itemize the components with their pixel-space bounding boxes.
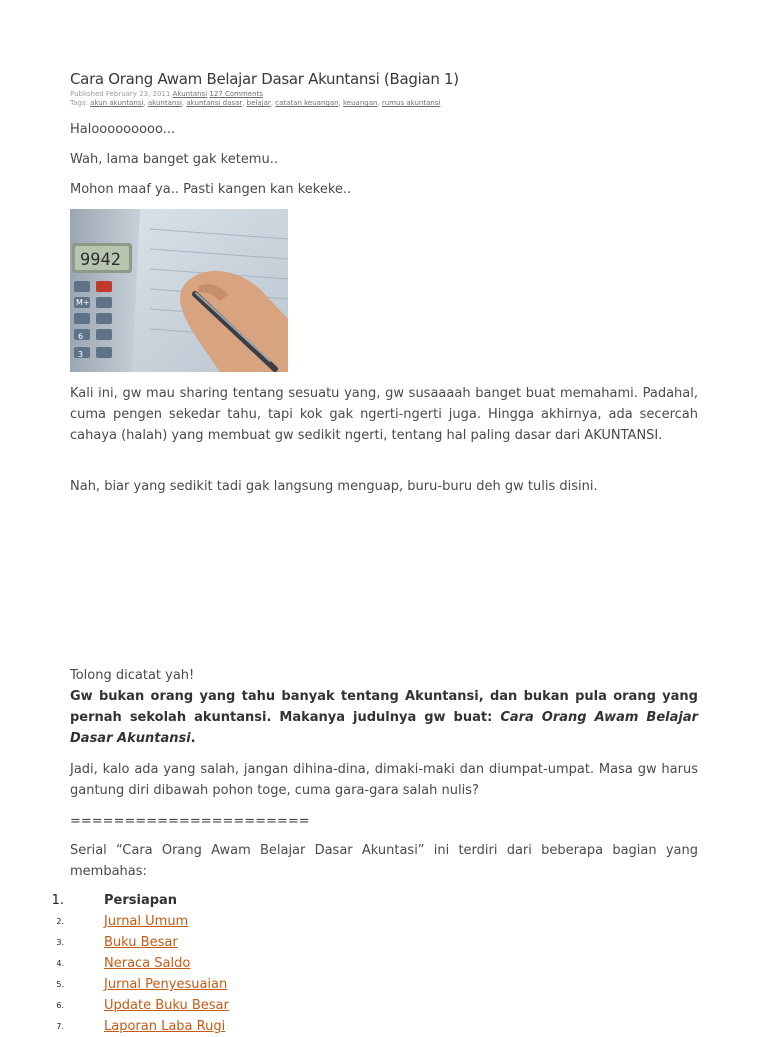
calculator-display: 9942 [80,250,121,270]
list-item [51,890,768,911]
list-item[interactable] [56,911,768,932]
series-link[interactable]: Buku Besar [104,935,178,950]
list-number: 5. [56,980,64,989]
paragraph: Mohon maaf ya.. Pasti kangen kan kekeke.. [70,182,352,197]
series-link[interactable]: Laporan Laba Rugi [104,1019,226,1034]
key-label: M+ [76,298,90,307]
separator: ====================== [70,814,310,829]
paragraph: Nah, biar yang sedikit tadi gak langsung menguap, buru-buru deh gw tulis disini. [70,479,598,494]
list-number: 6. [56,1001,64,1010]
tag-link[interactable]: akuntansi dasar [186,99,243,107]
list-item[interactable] [56,953,768,974]
post-meta: Published February 23, 2011 Akuntansi 127 Comments Tags: akun akuntansi, akuntansi, akuntansi dasar, belajar, catatan keuangan, keuangan, rumus akuntansi [70,90,441,107]
list-label: Persiapan [104,893,178,908]
disclaimer-text: Gw bukan orang yang tahu banyak tentang Akuntansi, dan bukan pula orang yang pernah sekolah akuntansi. Makanya judulnya gw buat: [70,689,698,725]
tag-link[interactable]: rumus akuntansi [381,99,441,107]
tags-label: Tags: [70,99,88,107]
tag-link[interactable]: catatan keuangan [275,99,339,107]
calculator-photo [70,209,288,372]
paragraph: Tolong dicatat yah! [70,668,195,683]
list-number: 2. [56,917,64,926]
disclaimer-title: Cara Orang Awam Belajar Dasar Akuntansi [70,710,699,746]
comments-link[interactable]: 127 Comments [209,90,263,98]
list-item[interactable] [56,932,768,953]
list-number: 1. [51,893,64,908]
series-link[interactable]: Neraca Saldo [104,956,191,971]
paragraph: Kali ini, gw mau sharing tentang sesuatu yang, gw susaaaah banget buat memahami. Padahal, cuma pengen sekedar tahu, tapi kok gak ngerti-ngerti juga. Hingga akhirnya, ada secercah cahaya (halah) yang membuat gw sedikit ngerti, tentang hal paling dasar dari AKUNTANSI. [70,386,698,443]
disclaimer-end: . [190,731,196,746]
tag-link[interactable]: akun akuntansi [90,99,144,107]
disclaimer-paragraph [70,686,698,749]
list-number: 3. [56,938,64,947]
list-number: 4. [56,959,64,968]
tag-link[interactable]: akuntansi [147,99,182,107]
series-link[interactable]: Update Buku Besar [104,998,229,1013]
list-item[interactable] [56,995,768,1016]
post-title[interactable]: Cara Orang Awam Belajar Dasar Akuntansi (Bagian 1) [70,70,459,88]
tag-link[interactable]: belajar [246,99,271,107]
key-label: 3 [78,350,84,359]
paragraph: Halooooooooo... [70,122,176,137]
series-list [51,890,768,1037]
key-label: 6 [78,332,84,341]
list-item[interactable] [56,1016,768,1037]
tag-link[interactable]: keuangan [343,99,378,107]
category-link[interactable]: Akuntansi [172,90,208,98]
paragraph: Jadi, kalo ada yang salah, jangan dihina-dina, dimaki-maki dan diumpat-umpat. Masa gw harus gantung diri dibawah pohon toge, cuma gara-gara salah nulis? [70,762,698,798]
paragraph: Serial “Cara Orang Awam Belajar Dasar Akuntasi” ini terdiri dari beberapa bagian yang membahas: [70,843,698,879]
list-item[interactable] [56,974,768,995]
series-link[interactable]: Jurnal Umum [104,914,189,929]
published-date: Published February 23, 2011 [70,90,171,98]
paragraph: Wah, lama banget gak ketemu.. [70,152,278,167]
series-link[interactable]: Jurnal Penyesuaian [104,977,228,992]
list-number: 7. [56,1022,64,1031]
